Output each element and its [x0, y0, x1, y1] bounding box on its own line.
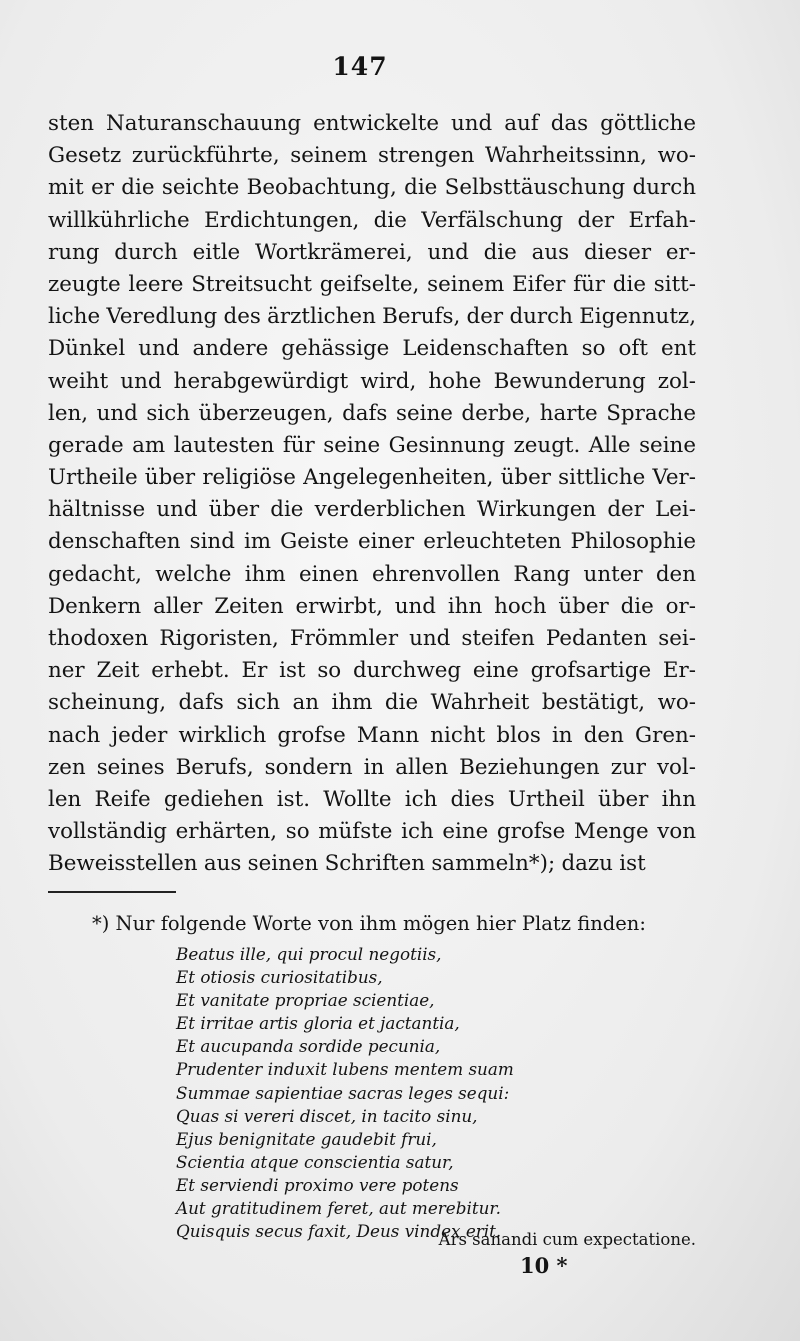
- verse-line: Et serviendi proximo vere potens: [176, 1174, 459, 1195]
- text-line: weiht und herabgewürdigt wird, hohe Bewunderung zol-: [48, 368, 696, 394]
- text-line: Dünkel und andere gehässige Leidenschaften so oft ent: [48, 336, 696, 362]
- text-line: sten Naturanschauung entwickelte und auf das göttliche: [48, 111, 696, 136]
- text-line: willkührliche Erdichtungen, die Verfälschung der Erfah-: [48, 207, 696, 233]
- signature-mark: 10 *: [520, 1253, 568, 1278]
- text-line: gedacht, welche ihm einen ehrenvollen Rang unter den: [48, 561, 696, 587]
- text-line: ner Zeit erhebt. Er ist so durchweg eine grofsartige Er-: [48, 658, 696, 684]
- text-line: mit er die seichte Beobachtung, die Selbsttäuschung durch: [48, 175, 696, 201]
- verse-line: Prudenter induxit lubens mentem suam: [176, 1059, 514, 1080]
- verse-line: Et aucupanda sordide pecunia,: [176, 1036, 441, 1057]
- verse-line: Beatus ille, qui procul negotiis,: [176, 944, 442, 964]
- footnote-attribution: Ars sanandi cum expectatione.: [438, 1230, 696, 1249]
- text-line: thodoxen Rigoristen, Frömmler und steifen Pedanten sei-: [48, 626, 696, 651]
- text-line: zeugte leere Streitsucht geifselte, seinem Eifer für die sitt-: [48, 271, 696, 297]
- verse-line: Quisquis secus faxit, Deus vindex erit.: [176, 1221, 502, 1242]
- footnote-verses: [176, 943, 616, 1243]
- page-number: 147: [332, 52, 388, 81]
- verse-line: Aut gratitudinem feret, aut merebitur.: [176, 1198, 501, 1219]
- verse-line: Et irritae artis gloria et jactantia,: [176, 1013, 460, 1034]
- text-line: zen seines Berufs, sondern in allen Beziehungen zur vol-: [48, 754, 696, 780]
- text-line: vollständig erhärten, so müfste ich eine grofse Menge von: [48, 819, 696, 845]
- verse-line: Quas si vereri discet, in tacito sinu,: [176, 1105, 478, 1126]
- text-line: Beweisstellen aus seinen Schriften sammeln*); dazu ist: [48, 851, 646, 877]
- text-line: gerade am lautesten für seine Gesinnung zeugt. Alle seine: [48, 432, 696, 458]
- text-line: nach jeder wirklich grofse Mann nicht blos in den Gren-: [48, 722, 696, 748]
- body-text: [48, 108, 696, 881]
- text-line: len, und sich überzeugen, dafs seine derbe, harte Sprache: [48, 400, 696, 426]
- footnote-divider: [48, 891, 176, 893]
- text-line: hältnisse und über die verderblichen Wirkungen der Lei-: [48, 497, 696, 523]
- verse-line: Summae sapientiae sacras leges sequi:: [176, 1082, 510, 1103]
- text-line: Urtheile über religiöse Angelegenheiten, über sittliche Ver-: [48, 465, 696, 491]
- text-line: scheinung, dafs sich an ihm die Wahrheit bestätigt, wo-: [48, 690, 696, 716]
- text-line: Denkern aller Zeiten erwirbt, und ihn hoch über die or-: [48, 593, 696, 619]
- verse-line: Scientia atque conscientia satur,: [176, 1151, 454, 1172]
- verse-line: Ejus benignitate gaudebit frui,: [176, 1128, 437, 1149]
- footnote-intro: *) Nur folgende Worte von ihm mögen hier Platz finden:: [92, 912, 646, 935]
- text-line: len Reife gediehen ist. Wollte ich dies Urtheil über ihn: [48, 786, 696, 812]
- verse-line: Et otiosis curiositatibus,: [176, 967, 383, 988]
- text-line: rung durch eitle Wortkrämerei, und die aus dieser er-: [48, 239, 696, 265]
- verse-line: Et vanitate propriae scientiae,: [176, 990, 435, 1011]
- text-line: Gesetz zurückführte, seinem strengen Wahrheitssinn, wo-: [48, 143, 696, 169]
- text-line: denschaften sind im Geiste einer erleuchteten Philosophie: [48, 529, 696, 555]
- text-line: liche Veredlung des ärztlichen Berufs, der durch Eigennutz,: [48, 304, 696, 330]
